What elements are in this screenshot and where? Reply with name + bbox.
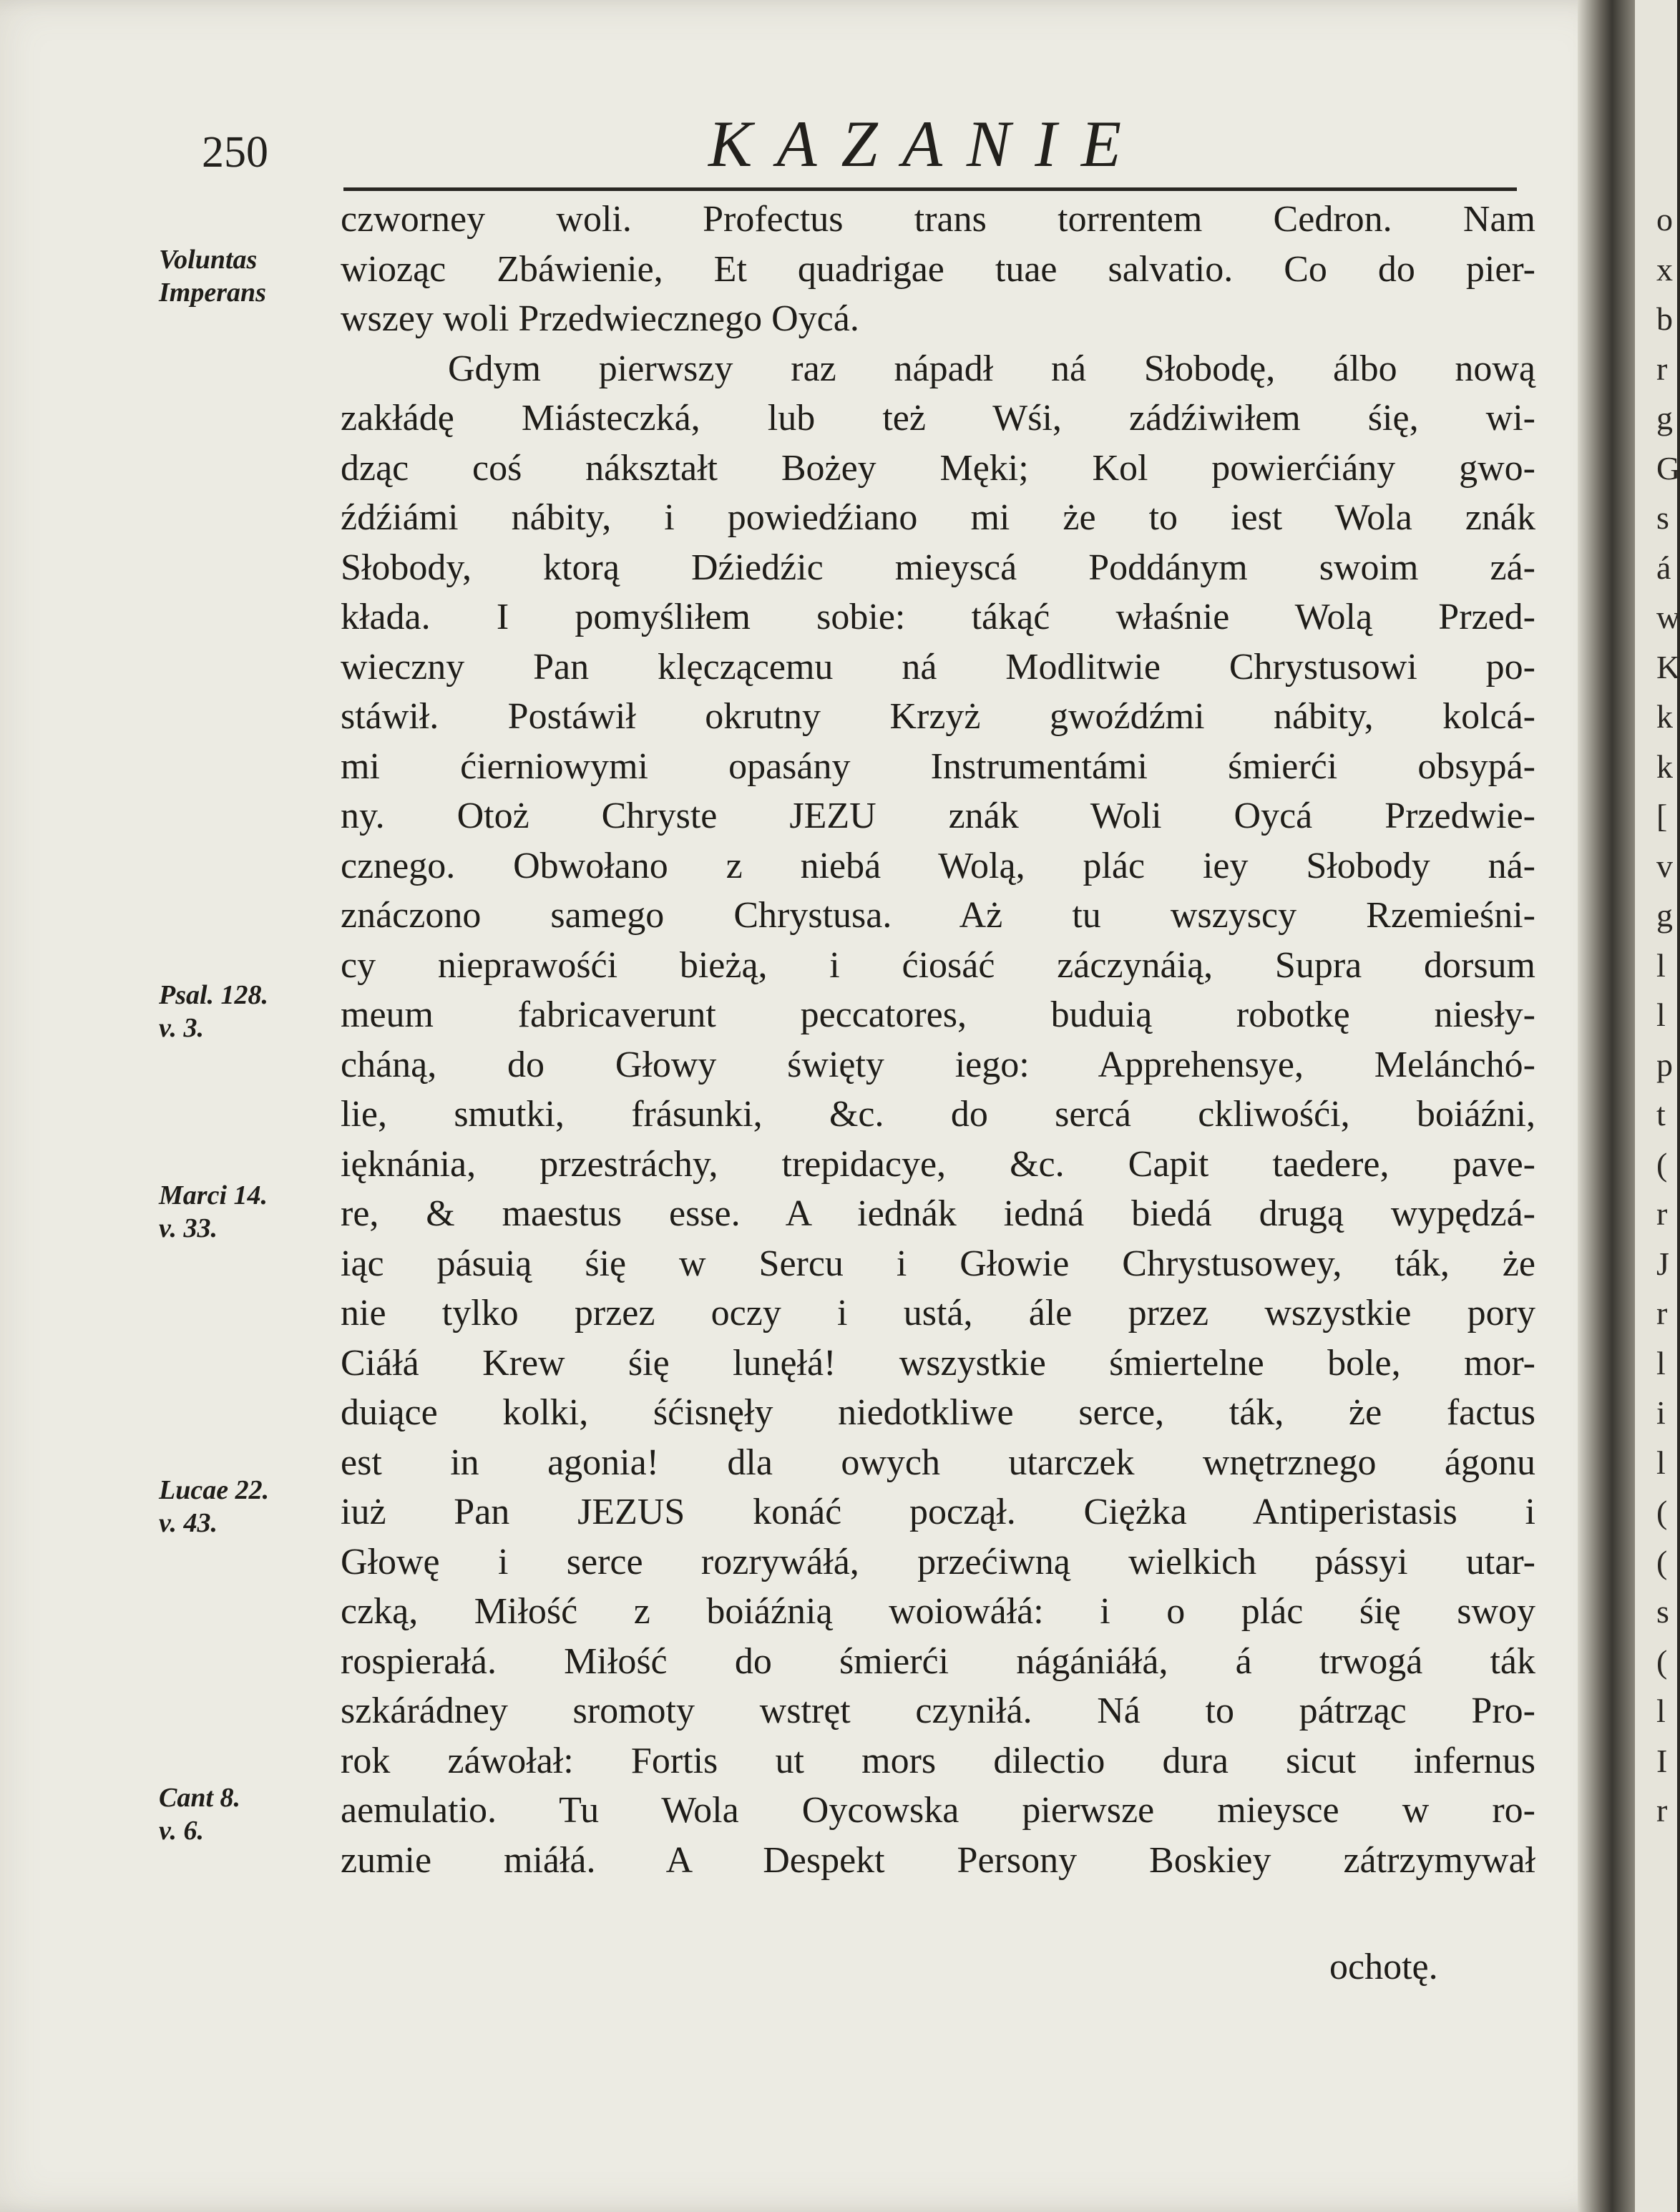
facing-page-fragment: l bbox=[1656, 1444, 1666, 1481]
text-line: zumie miáłá. A Despekt Persony Boskiey zátrzymywał bbox=[341, 1839, 1535, 1881]
facing-page-fragment: J bbox=[1656, 1245, 1669, 1282]
text-line: Słobody, ktorą Dźiedźic mieyscá Poddánym swoim zá- bbox=[341, 547, 1535, 588]
body-text bbox=[341, 195, 1535, 1885]
header-rule bbox=[343, 187, 1517, 191]
text-line: Gdym pierwszy raz nápadł ná Słobodę, álbo nową bbox=[448, 348, 1535, 389]
text-line: ięknánia, przestráchy, trepidacye, &c. Capit taedere, pave- bbox=[341, 1143, 1535, 1185]
facing-page-fragment: p bbox=[1656, 1046, 1673, 1083]
text-line: meum fabricaverunt peccatores, buduią robotkę niesły- bbox=[341, 994, 1535, 1035]
facing-page-fragment: ( bbox=[1656, 1145, 1668, 1183]
facing-page-fragment: k bbox=[1656, 698, 1673, 735]
catchword: ochotę. bbox=[1329, 1947, 1438, 1987]
facing-page-fragment: á bbox=[1656, 549, 1671, 586]
facing-page-fragment: I bbox=[1656, 1742, 1668, 1779]
text-line: kłada. I pomyśliłem sobie: tákąć właśnie Wolą Przed- bbox=[341, 597, 1535, 637]
text-line: rospierałá. Miłość do śmierći nágániáłá, á trwogá ták bbox=[341, 1640, 1535, 1682]
text-line: mi ćierniowymi opasány Instrumentámi śmierći obsypá- bbox=[341, 745, 1535, 787]
facing-page-fragment: ( bbox=[1656, 1494, 1668, 1530]
facing-page-edge bbox=[1635, 0, 1680, 2212]
facing-page-fragment: r bbox=[1656, 1295, 1668, 1331]
text-line: źdźiámi nábity, i powiedźiano mi że to iest Wola znák bbox=[341, 497, 1535, 538]
facing-page-fragment: l bbox=[1656, 997, 1666, 1033]
facing-page-fragment: r bbox=[1656, 350, 1668, 387]
text-line: stáwił. Postáwił okrutny Krzyż gwoźdźmi nábity, kolcá- bbox=[341, 696, 1535, 737]
text-line: rok záwołał: Fortis ut mors dilectio dura sicut infernus bbox=[341, 1740, 1535, 1781]
facing-page-fragment: G bbox=[1656, 449, 1680, 486]
text-line: szkárádney sromoty wstręt czyniłá. Ná to pátrząc Pro- bbox=[341, 1690, 1535, 1731]
facing-page-fragment: r bbox=[1656, 1792, 1668, 1829]
text-line: lie, smutki, frásunki, &c. do sercá ckliwośći, boiáźni, bbox=[341, 1094, 1535, 1135]
facing-page-fragment: k bbox=[1656, 748, 1673, 785]
facing-page-fragment: s bbox=[1656, 1593, 1669, 1630]
text-line: zakłádę Miásteczká, lub też Wśi, zádźiwiłem śię, wi- bbox=[341, 398, 1535, 439]
facing-page-fragment: r bbox=[1656, 1195, 1668, 1232]
margin-note-cant: Cant 8. v. 6. bbox=[159, 1783, 241, 1846]
margin-note-marci: Marci 14. v. 33. bbox=[159, 1180, 268, 1243]
text-line: est in agonia! dla owych utarczek wnętrznego ágonu bbox=[341, 1442, 1535, 1483]
facing-page-fragment: w bbox=[1656, 599, 1680, 635]
text-line: iuż Pan JEZUS konáć począł. Ciężka Antiperistasis i bbox=[341, 1492, 1535, 1532]
facing-page-fragment: t bbox=[1656, 1096, 1666, 1132]
margin-note-psal: Psal. 128. v. 3. bbox=[159, 980, 269, 1043]
facing-page-fragment: l bbox=[1656, 1693, 1666, 1729]
margin-note-voluntas: Voluntas Imperans bbox=[159, 245, 266, 308]
text-line: czką, Miłość z boiáźnią woiowáłá: i o plác śię swoy bbox=[341, 1591, 1535, 1632]
text-line: cy nieprawośći bieżą, i ćiosáć záczynáią, Supra dorsum bbox=[341, 944, 1535, 986]
facing-page-fragment: l bbox=[1656, 1344, 1666, 1381]
facing-page-fragment: l bbox=[1656, 946, 1666, 984]
text-line: Głowę i serce rozrywáłá, przećiwną wielkich pássyi utar- bbox=[341, 1541, 1535, 1582]
facing-page-fragment: g bbox=[1656, 897, 1673, 934]
text-line: duiące kolki, śćisnęły niedotkliwe serce, ták, że factus bbox=[341, 1392, 1535, 1433]
text-line: aemulatio. Tu Wola Oycowska pierwsze mieysce w ro- bbox=[341, 1790, 1535, 1831]
facing-page-fragment: v bbox=[1656, 847, 1673, 884]
facing-page-fragment: x bbox=[1656, 250, 1673, 288]
facing-page-fragment: [ bbox=[1656, 798, 1668, 834]
text-line: re, & maestus esse. A iednák iedná biedá drugą wypędzá- bbox=[341, 1193, 1535, 1234]
text-line: wieczny Pan klęczącemu ná Modlitwie Chrystusowi po- bbox=[341, 646, 1535, 687]
text-line: wszey woli Przedwiecznego Oycá. bbox=[341, 298, 859, 339]
text-line: cznego. Obwołano z niebá Wolą, plác iey Słobody ná- bbox=[341, 845, 1535, 886]
facing-page-fragment: g bbox=[1656, 400, 1673, 436]
facing-page-fragment: i bbox=[1656, 1394, 1666, 1431]
margin-note-lucae: Lucae 22. v. 43. bbox=[159, 1475, 270, 1538]
text-line: Ciáłá Krew śię lunęłá! wszystkie śmiertelne bole, mor- bbox=[341, 1342, 1535, 1384]
text-line: cháną, do Głowy święty iego: Apprehensye, Melánchó- bbox=[341, 1044, 1535, 1085]
facing-page-fragment: s bbox=[1656, 499, 1669, 536]
facing-page-fragment: K bbox=[1656, 648, 1680, 685]
facing-page-fragment: ( bbox=[1656, 1643, 1668, 1680]
text-line: dząc coś nákształt Bożey Męki; Kol powierćiány gwo- bbox=[341, 447, 1535, 489]
text-line: znáczono samego Chrystusa. Aż tu wszyscy Rzemieśni- bbox=[341, 895, 1535, 936]
text-line: nie tylko przez oczy i ustá, ále przez wszystkie pory bbox=[341, 1293, 1535, 1333]
book-gutter bbox=[1578, 0, 1635, 2212]
text-line: ny. Otoż Chryste JEZU znák Woli Oycá Przedwie- bbox=[341, 796, 1535, 836]
text-line: wioząc Zbáwienie, Et quadrigae tuae salvatio. Co do pier- bbox=[341, 248, 1535, 290]
running-head: KAZANIE bbox=[708, 107, 1146, 180]
facing-page-fragment: o bbox=[1656, 201, 1673, 238]
facing-page-fragment: ( bbox=[1656, 1543, 1668, 1580]
text-line: czworney woli. Profectus trans torrentem Cedron. Nam bbox=[341, 199, 1535, 240]
facing-page-fragment: b bbox=[1656, 300, 1673, 337]
page-number: 250 bbox=[202, 128, 268, 177]
text-line: iąc pásuią śię w Sercu i Głowie Chrystusowey, ták, że bbox=[341, 1243, 1535, 1284]
